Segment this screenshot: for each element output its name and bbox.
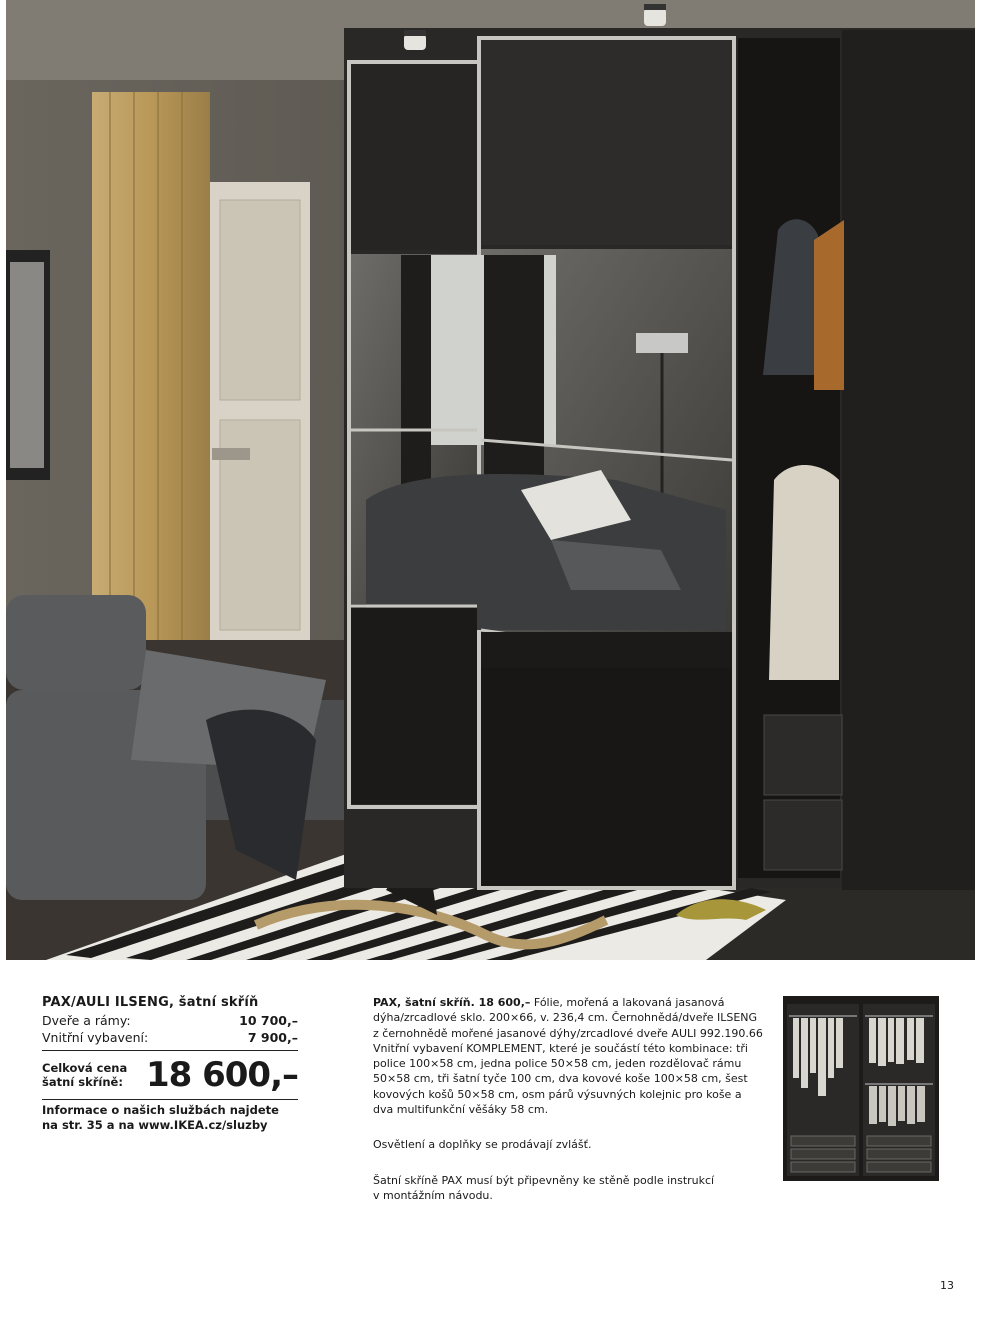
services-info <box>42 1103 298 1133</box>
open-wardrobe-illustration <box>783 996 939 1181</box>
total-label-line: šatní skříně: <box>42 1075 123 1089</box>
price-row-doors <box>42 1012 298 1029</box>
wardrobe-interior-thumbnail <box>783 996 939 1181</box>
description-paragraph <box>373 995 763 1117</box>
services-info-line: Informace o našich službách najdete <box>42 1103 279 1117</box>
price-row-interior <box>42 1029 298 1046</box>
price-amount: 10 700,– <box>239 1013 298 1028</box>
product-title: PAX/AULI ILSENG, šatní skříň <box>42 995 259 1010</box>
price-block <box>42 995 298 1133</box>
price-label: Dveře a rámy: <box>42 1013 131 1028</box>
product-description <box>373 995 763 1223</box>
mounting-note-line: Šatní skříně PAX musí být připevněny ke stěně podle instrukcí <box>373 1173 715 1187</box>
total-row <box>42 1051 298 1099</box>
accessories-note: Osvětlení a doplňky se prodávají zvlášť. <box>373 1138 592 1152</box>
services-info-line: na str. 35 a na www.IKEA.cz/sluzby <box>42 1118 268 1132</box>
description-body: Fólie, mořená a lakovaná jasanová dýha/zrcadlové sklo. 200×66, v. 236,4 cm. Černohnědá/dveře ILSENG z černohnědě mořené jasanové dýhy/zrcadlové dveře AULI 992.190.66 Vnitřní vybavení KOMPLEMENT, které je součástí této kombinace: tři police 100×58 cm, jedna police 50×58 cm, jeden rozdělovač rámu 50×58 cm, tři šatní tyče 100 cm, dva kovové koše 100×58 cm, šest kovových košů 50×58 cm, osm párů výsuvných kolejnic pro koše a dva multifunkční věšáky 58 cm. <box>373 996 763 1117</box>
divider <box>42 1099 298 1100</box>
mounting-note-line: v montážním návodu. <box>373 1188 493 1202</box>
mounting-note <box>373 1173 763 1204</box>
page-number: 13 <box>940 1279 954 1292</box>
total-label-line: Celková cena <box>42 1061 128 1075</box>
total-price: 18 600,– <box>145 1055 298 1095</box>
price-label: Vnitřní vybavení: <box>42 1030 149 1045</box>
total-label <box>42 1061 127 1089</box>
bedroom-illustration <box>6 0 975 960</box>
hero-photo <box>6 0 975 960</box>
description-lead: PAX, šatní skříň. 18 600,– <box>373 996 531 1009</box>
price-amount: 7 900,– <box>247 1030 298 1045</box>
